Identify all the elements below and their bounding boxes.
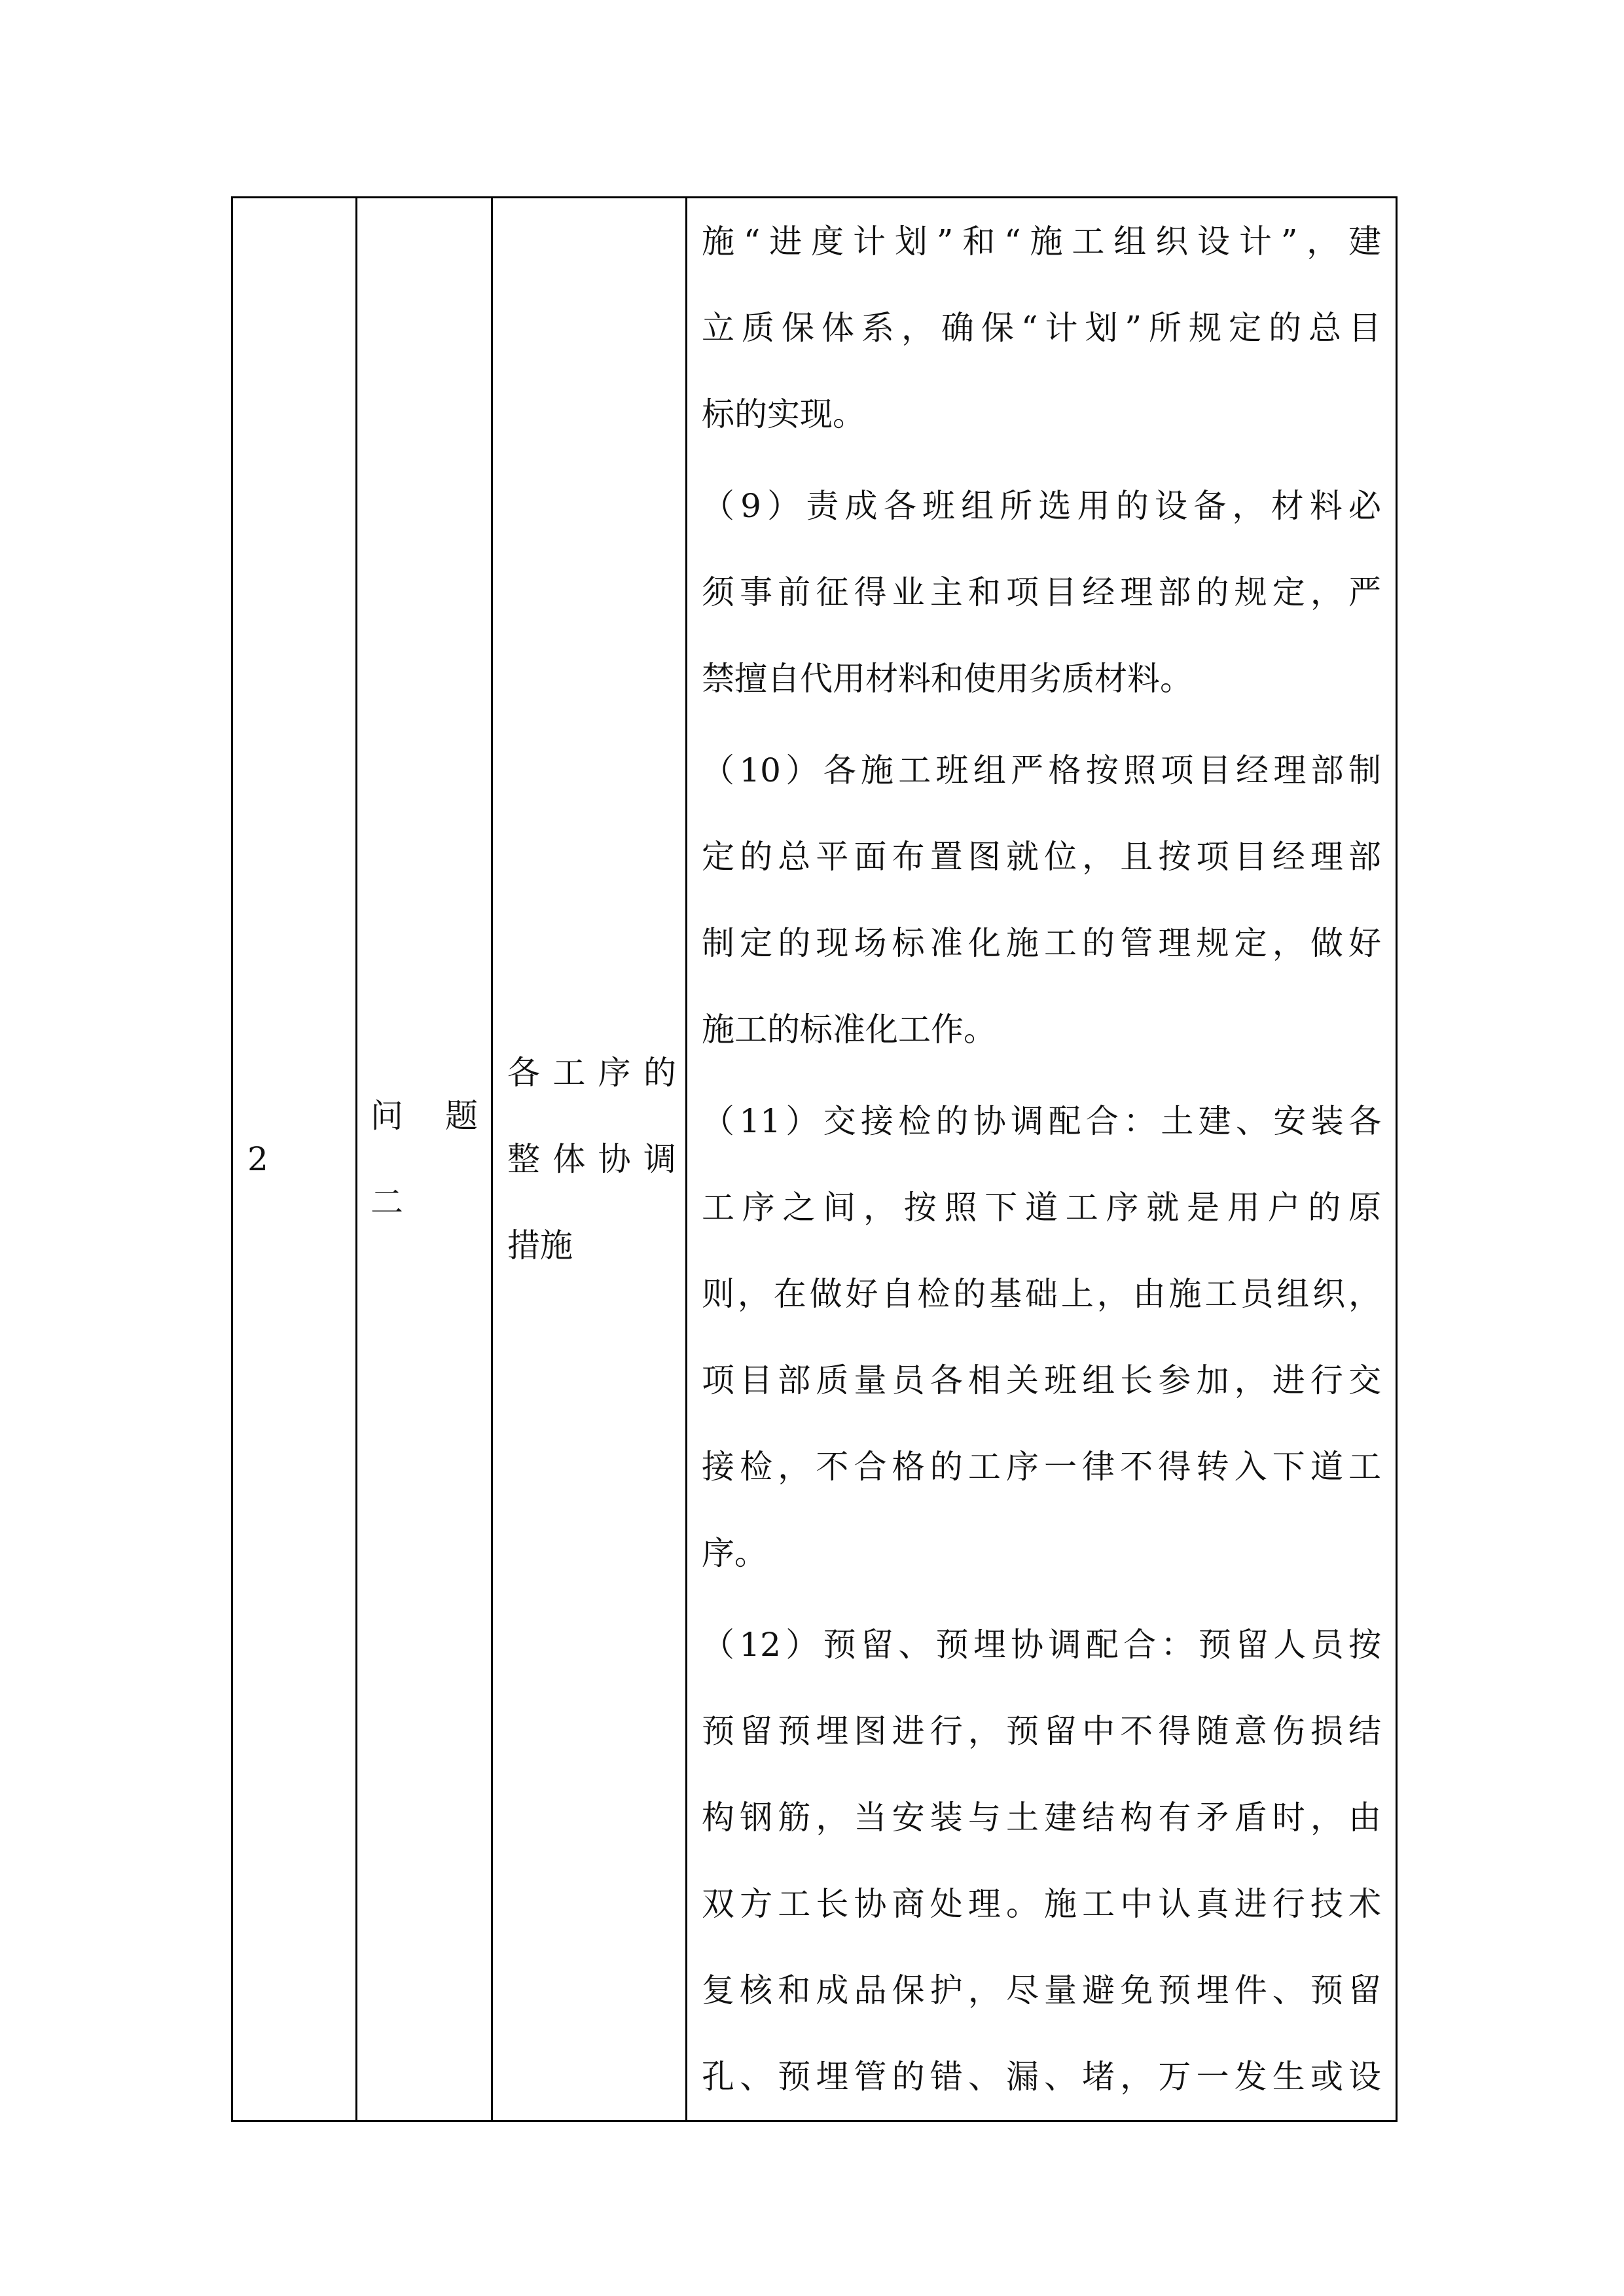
description-line: 施“进度计划”和“施工组织设计”，建 [702,223,1381,260]
description-line: 标的实现。 [702,395,865,433]
description-line: 工序之间，按照下道工序就是用户的原 [702,1189,1381,1227]
measures-table [231,196,1398,2122]
description-line: 序。 [702,1534,767,1572]
item-line-1: 各工序的 [507,1054,676,1092]
row-number: 2 [247,1140,268,1178]
description-line: 禁擅自代用材料和使用劣质材料。 [702,660,1193,698]
table-row [232,198,1397,2121]
description-paragraph [702,463,1381,722]
description-line: （11）交接检的协调配合：土建、安装各 [702,1102,1381,1140]
description-line: 则，在做好自检的基础上，由施工员组织， [702,1275,1381,1313]
description-line: 立质保体系，确保“计划”所规定的总目 [702,309,1381,347]
description-line: 须事前征得业主和项目经理部的规定，严 [702,573,1381,611]
category-line-2: 二 [370,1183,403,1221]
description-line: 接检，不合格的工序一律不得转入下道工 [702,1448,1381,1486]
description-line: 定的总平面布置图就位，且按项目经理部 [702,838,1381,876]
item-line-3: 措施 [507,1227,573,1265]
description-paragraph [702,1078,1381,1596]
description-paragraph [702,198,1381,457]
description-line: （9）责成各班组所选用的设备，材料必 [702,487,1381,525]
description-line: 双方工长协商处理。施工中认真进行技术 [702,1885,1381,1923]
description-line: 项目部质量员各相关班组长参加，进行交 [702,1361,1381,1399]
row-number-cell [232,198,357,2121]
description-line: 复核和成品保护，尽量避免预埋件、预留 [702,1971,1381,2009]
item-cell [492,198,687,2121]
description-line: 预留预埋图进行，预留中不得随意伤损结 [702,1712,1381,1750]
description-line: 构钢筋，当安装与土建结构有矛盾时，由 [702,1799,1381,1837]
description-line: 施工的标准化工作。 [702,1011,996,1049]
description-text [702,198,1381,2120]
description-line: （12）预留、预埋协调配合：预留人员按 [702,1626,1381,1664]
description-cell [687,198,1397,2121]
description-line: 制定的现场标准化施工的管理规定，做好 [702,924,1381,962]
description-line: 孔、预埋管的错、漏、堵，万一发生或设 [702,2058,1381,2096]
category-cell [357,198,492,2121]
description-paragraph [702,727,1381,1073]
description-paragraph [702,1602,1381,2120]
item-line-2: 整体协调 [507,1140,676,1178]
description-line: （10）各施工班组严格按照项目经理部制 [702,751,1381,789]
category-line-1: 问 题 [370,1097,478,1135]
